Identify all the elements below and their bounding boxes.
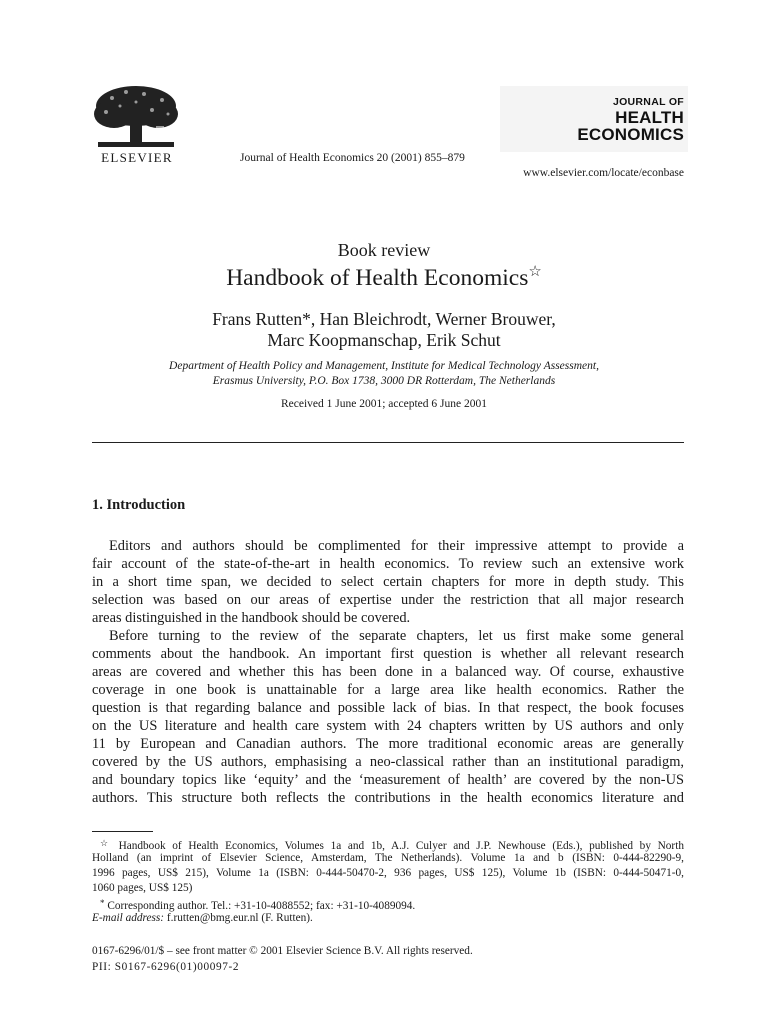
footnote-star-mark: ☆: [100, 838, 112, 848]
article-title: [0, 262, 768, 292]
footnote-line: 1060 pages, US$ 125): [92, 882, 193, 894]
footnote-line: 1996 pages, US$ 215), Volume 1a (ISBN: 0-444-50470-2, 936 pages, US$ 125), Volume 1b (ISBN: 0-444-50471-0,: [92, 867, 684, 879]
footnote-text: Handbook of Health Economics, Volumes 1a and 1b, A.J. Culyer and J.P. Newhouse (Eds.), published by North: [118, 840, 684, 852]
section-heading: 1. Introduction: [92, 497, 186, 513]
author-list-line: Marc Koopmanschap, Erik Schut: [267, 330, 501, 350]
journal-logo: [577, 97, 684, 143]
body-text-line: coverage in one book is unattainable for a large area like health economics. Rather the: [92, 682, 684, 698]
email-label: E-mail address:: [92, 912, 165, 924]
corresponding-mark: *: [100, 898, 105, 908]
body-text-line: Editors and authors should be complimented for their impressive attempt to provide a: [109, 538, 684, 554]
body-text-line: areas are covered and whether this has been done in a balanced way. Of course, exhaustive: [92, 664, 684, 680]
title-footnote-mark[interactable]: ☆: [528, 264, 542, 280]
received-dates: Received 1 June 2001; accepted 6 June 2001: [281, 398, 487, 410]
publisher-wordmark: ELSEVIER: [101, 150, 173, 165]
body-text-line: covered by the US authors, emphasising a neo-classical rather than an institutional paradigm,: [92, 754, 684, 770]
journal-logo-line: ECONOMICS: [577, 124, 684, 144]
journal-logo-line: HEALTH: [615, 107, 684, 127]
body-text-line: 11 by European and Canadian authors. The more traditional economic areas are generally: [92, 736, 684, 752]
journal-url-link[interactable]: www.elsevier.com/locate/econbase: [523, 167, 684, 179]
copyright-notice: 0167-6296/01/$ – see front matter © 2001 Elsevier Science B.V. All rights reserved.: [92, 945, 473, 957]
body-text-line: fair account of the state-of-the-art in health economics. To review such an extensive work: [92, 556, 684, 572]
body-text-line: areas distinguished in the handbook should be covered.: [92, 610, 411, 626]
footnote-line: Holland (an imprint of Elsevier Science, Amsterdam, The Netherlands). Volume 1a and b (ISBN: 0-444-82290-9,: [92, 852, 684, 864]
footnote-divider: [92, 831, 153, 832]
header-divider: [92, 442, 684, 443]
corresponding-author-note: [92, 896, 684, 911]
corresponding-text: Corresponding author. Tel.: +31-10-4088552; fax: +31-10-4089094.: [107, 900, 416, 912]
email-link[interactable]: f.rutten@bmg.eur.nl (F. Rutten).: [166, 912, 313, 924]
email-note: [92, 911, 684, 926]
pii-identifier: PII: S0167-6296(01)00097-2: [92, 961, 240, 973]
journal-citation: Journal of Health Economics 20 (2001) 855–879: [240, 152, 465, 164]
body-text-line: selection was based on our areas of expertise under the restriction that all major research: [92, 592, 684, 608]
affiliation-line: Department of Health Policy and Management, Institute for Medical Technology Assessment,: [169, 360, 599, 372]
body-text-line: question is that regarding balance and possible lack of bias. In that respect, the book focuses: [92, 700, 684, 716]
body-text-line: and boundary topics like ‘equity’ and the ‘measurement of health’ are covered by the non-US: [92, 772, 684, 788]
body-text-line: authors. This structure both reflects the contributions in the health economics literature and: [92, 790, 684, 806]
body-text-line: in a short time span, we decided to select certain chapters for more in depth study. This: [92, 574, 684, 590]
affiliation-line: Erasmus University, P.O. Box 1738, 3000 DR Rotterdam, The Netherlands: [212, 375, 556, 387]
footnote-line: [92, 836, 684, 851]
journal-logo-line: JOURNAL OF: [612, 96, 684, 108]
body-text-line: on the US literature and health care system with 24 chapters written by US authors and only: [92, 718, 684, 734]
author-list-line: Frans Rutten*, Han Bleichrodt, Werner Brouwer,: [212, 309, 556, 329]
article-type: Book review: [337, 240, 431, 260]
body-text-line: comments about the handbook. An important first question is whether all relevant research: [92, 646, 684, 662]
article-title-text: Handbook of Health Economics: [226, 265, 529, 291]
body-text-line: Before turning to the review of the separate chapters, let us first make some general: [109, 628, 684, 644]
